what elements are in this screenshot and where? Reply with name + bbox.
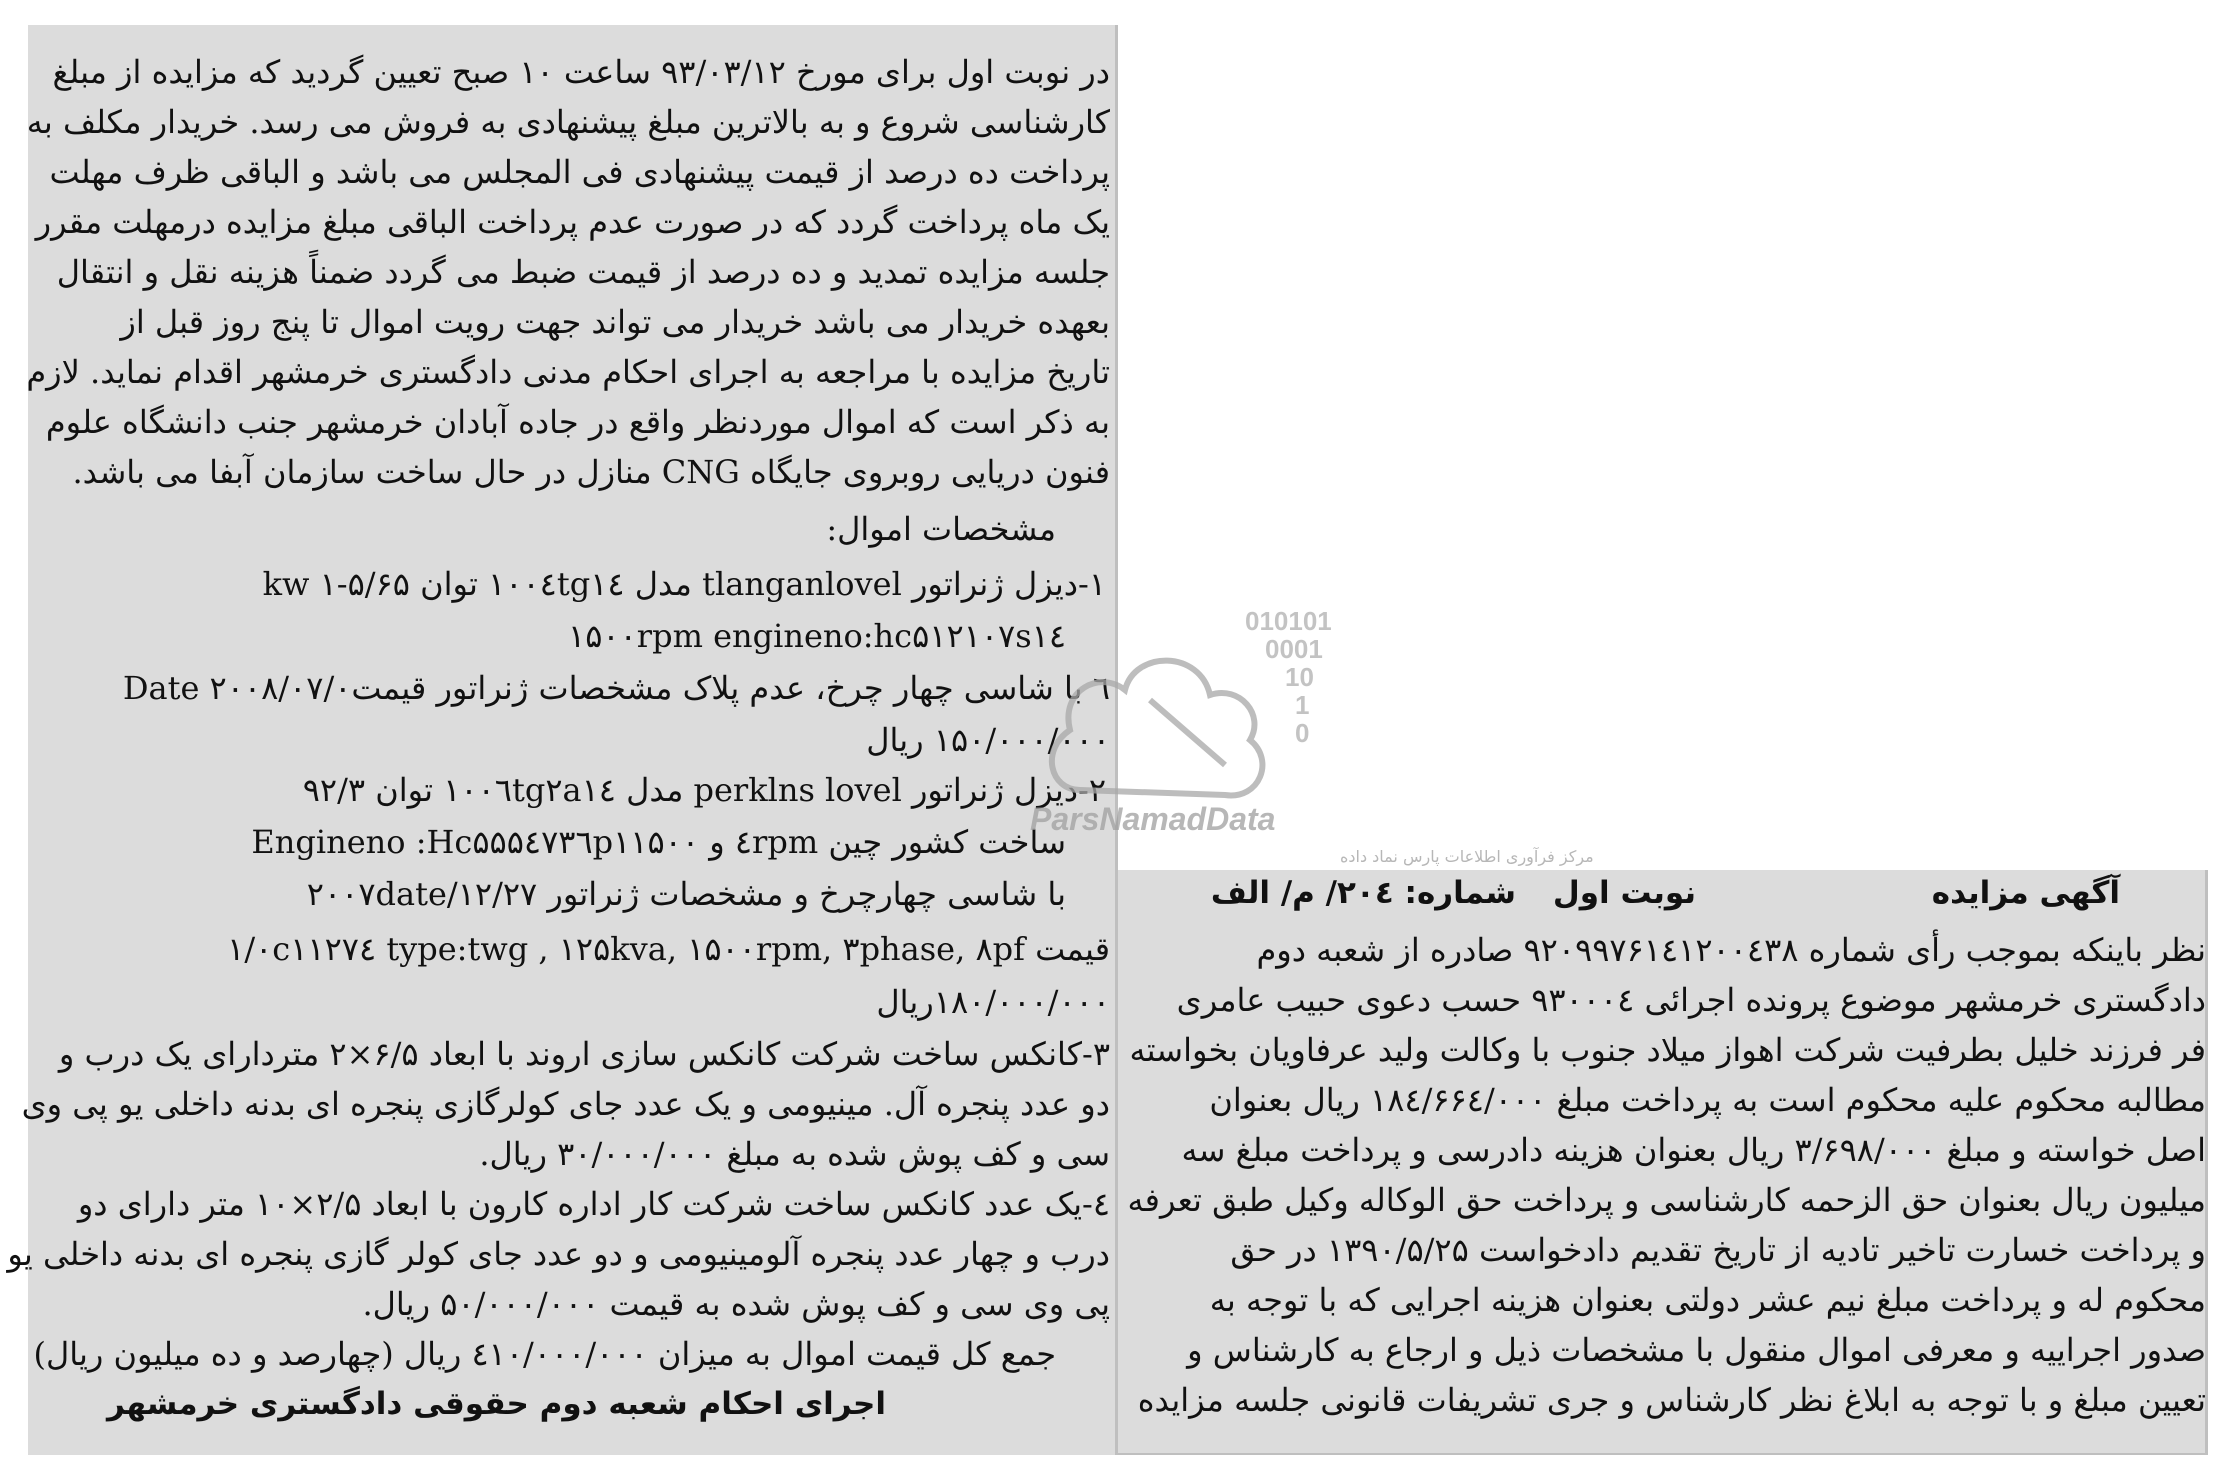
binary-row-5: 0 (1295, 718, 1310, 748)
left-line-2: کارشناسی شروع و به بالاترین مبلغ پیشنهادی به فروش می رسد. خریدار مکلف به (26, 103, 1110, 141)
right-line-10: تعیین مبلغ و با توجه به ابلاغ نظر کارشناس و جری تشریفات قانونی جلسه مزایده (1137, 1381, 2206, 1419)
asset-3-line-3: سی و کف پوش شده به مبلغ ۳۰/۰۰۰/۰۰۰ ریال. (479, 1135, 1110, 1173)
left-line-1: در نوبت اول برای مورخ ۹۳/۰۳/۱۲ ساعت ۱۰ صبح تعیین گردید که مزایده از مبلغ (52, 53, 1110, 91)
asset-2-price: ۱۸۰/۰۰۰/۰۰۰ریال (876, 983, 1110, 1021)
right-line-4: مطالبه محکوم علیه محکوم است به پرداخت مبلغ ۱۸٤/۶۶٤/۰۰۰ ریال بعنوان (1209, 1081, 2206, 1119)
asset-3-line-2: دو عدد پنجره آل. مینیومی و یک عدد جای کولرگازی پنجره ای بدنه داخلی یو پی وی (21, 1085, 1110, 1123)
asset-1-line-3: Date ۲۰۰۸/۰۷/۰٦ با شاسی چهار چرخ، عدم پلاک مشخصات ژنراتور قیمت (122, 669, 1110, 707)
notice-number: شماره: ۲۰٤/ م/ الف (1210, 875, 1516, 911)
notice-round: نوبت اول (1552, 875, 1696, 911)
asset-1-line-2: ۱۵۰۰rpm engineno:hc۵۱۲۱۰۷s۱٤ (568, 617, 1066, 655)
right-line-6: میلیون ریال بعنوان حق الزحمه کارشناسی و پرداخت حق الوکاله وکیل طبق تعرفه (1127, 1181, 2206, 1219)
left-line-5: جلسه مزایده تمدید و ده درصد از قیمت ضبط می گردد ضمناً هزینه نقل و انتقال (56, 253, 1110, 291)
asset-2-line-1: ۲-دیزل ژنراتور perklns lovel مدل ۱۰۰٦tg۲a۱٤ توان ۹۲/۳ (302, 771, 1106, 809)
binary-row-2: 0001 (1265, 634, 1323, 664)
asset-3-line-1: ۳-کانکس ساخت شرکت کانکس سازی اروند با ابعاد ۶/۵×۲ متردارای یک درب و (58, 1035, 1110, 1073)
asset-4-line-3: پی وی سی و کف پوش شده به قیمت ۵۰/۰۰۰/۰۰۰ ریال. (362, 1285, 1110, 1323)
binary-row-1: 010101 (1245, 606, 1332, 636)
right-line-3: فر فرزند خلیل بطرفیت شرکت اهواز میلاد جنوب با وکالت ولید عرفاویان بخواسته (1129, 1031, 2206, 1069)
left-line-8: به ذکر است که اموال موردنظر واقع در جاده آبادان خرمشهر جنب دانشگاه علوم (45, 403, 1110, 441)
asset-4-line-1: ٤-یک عدد کانکس ساخت شرکت کار اداره کارون با ابعاد ۲/۵×۱۰ متر دارای دو (77, 1185, 1110, 1223)
binary-row-4: 1 (1295, 690, 1310, 720)
notice-title: آگهی مزایده (1931, 875, 2120, 911)
asset-1-price: ۱۵۰/۰۰۰/۰۰۰ ریال (866, 721, 1110, 759)
total-price: جمع کل قیمت اموال به میزان ٤۱۰/۰۰۰/۰۰۰ ریال (چهارصد و ده میلیون ریال) (33, 1335, 1056, 1373)
asset-2-line-3: ۲۰۰۷date/۱۲/۲۷ با شاسی چهارچرخ و مشخصات ژنراتور (306, 875, 1066, 913)
right-line-7: و پرداخت خسارت تاخیر تادیه از تاریخ تقدیم دادخواست ۱۳۹۰/۵/۲۵ در حق (1230, 1231, 2206, 1269)
watermark-brand: ParsNamadData (1030, 801, 1276, 837)
left-line-9: فنون دریایی روبروی جایگاه CNG منازل در حال ساخت سازمان آبفا می باشد. (72, 453, 1110, 491)
left-line-6: بعهده خریدار می باشد خریدار می تواند جهت رویت اموال تا پنج روز قبل از (120, 303, 1110, 341)
assets-heading: مشخصات اموال: (826, 510, 1056, 548)
binary-row-3: 10 (1285, 662, 1314, 692)
asset-4-line-2: درب و چهار عدد پنجره آلومینیومی و دو عدد جای کولر گازی پنجره ای بدنه داخلی یو (7, 1235, 1110, 1273)
right-line-5: اصل خواسته و مبلغ ۳/۶۹۸/۰۰۰ ریال بعنوان هزینه دادرسی و پرداخت مبلغ سه (1181, 1131, 2206, 1169)
asset-1-line-1: ۱-دیزل ژنراتور tlanganlovel مدل ۱۰۰٤tg۱٤ توان ۵/۶۵-kw ۱ (262, 565, 1106, 603)
left-line-4: یک ماه پرداخت گردد که در صورت عدم پرداخت الباقی مبلغ مزایده درمهلت مقرر (35, 203, 1110, 241)
parsnamaddata-watermark-logo (1010, 590, 1594, 880)
left-line-7: تاریخ مزایده با مراجعه به اجرای احکام مدنی دادگستری خرمشهر اقدام نماید. لازم (26, 353, 1110, 391)
asset-2-line-4: ۱/۰c۱۱۲۷٤ type:twg , ۱۲۵kva, ۱۵۰۰rpm, ۳phase, ۸pf قیمت (227, 930, 1110, 968)
watermark-caption: مرکز فرآوری اطلاعات پارس نماد داده (1340, 847, 1594, 866)
left-line-3: پرداخت ده درصد از قیمت پیشنهادی فی المجلس می باشد و الباقی ظرف مهلت (49, 153, 1110, 191)
asset-2-line-2: Engineno :Hc۵۵۵٤۷۳٦p۱٤ و ۱۵۰۰rpm ساخت کشور چین (251, 823, 1066, 861)
right-line-9: صدور اجراییه و معرفی اموال منقول با مشخصات ذیل و ارجاع به کارشناس و (1187, 1331, 2206, 1369)
right-line-2: دادگستری خرمشهر موضوع پرونده اجرائی ۹۳۰۰۰٤ حسب دعوی حبیب عامری (1176, 981, 2206, 1019)
right-line-8: محکوم له و پرداخت مبلغ نیم عشر دولتی بعنوان هزینه اجرایی که با توجه به (1209, 1281, 2206, 1319)
right-line-1: نظر باینکه بموجب رأی شماره ۹۲۰۹۹۷۶۱٤۱۲۰۰٤۳۸ صادره از شعبه دوم (1256, 931, 2206, 969)
signature: اجرای احکام شعبه دوم حقوقی دادگستری خرمشهر (107, 1386, 886, 1422)
